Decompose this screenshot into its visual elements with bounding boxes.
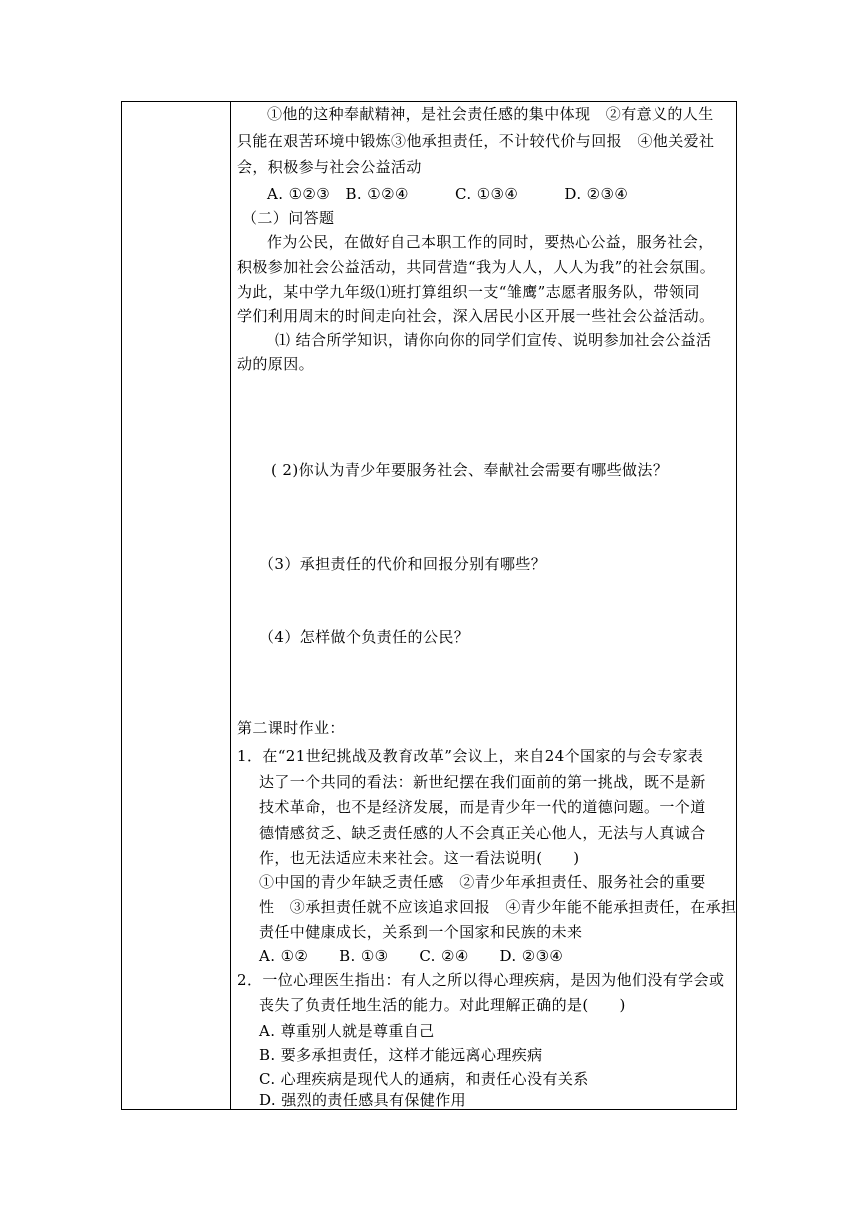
question-3: （3）承担责任的代价和回报分别有哪些？ xyxy=(259,555,547,573)
prev-question-line1: ①他的这种奉献精神，是社会责任感的集中体现 ②有意义的人生 xyxy=(267,105,714,123)
intro-paragraph-line3: 为此，某中学九年级⑴班打算组织一支“雏鹰”志愿者服务队，带领同 xyxy=(237,283,700,301)
prev-question-options: A. ①②③ B. ①②④ C. ①③④ D. ②③④ xyxy=(267,185,629,203)
homework-item1-line8: 责任中健康成长，关系到一个国家和民族的未来 xyxy=(259,923,583,941)
prev-question-line2: 只能在艰苦环境中锻炼③他承担责任，不计较代价与回报 ④他关爱社 xyxy=(237,132,715,150)
worksheet-table xyxy=(121,101,737,1110)
intro-paragraph-line1: 作为公民，在做好自己本职工作的同时，要热心公益，服务社会， xyxy=(267,233,714,251)
intro-paragraph-line2: 积极参加社会公益活动，共同营造“我为人人，人人为我”的社会氛围。 xyxy=(237,258,716,276)
homework-item2-line1: 2．一位心理医生指出：有人之所以得心理疾病，是因为他们没有学会或 xyxy=(237,971,725,989)
homework-item1-line3: 技术革命，也不是经济发展，而是青少年一代的道德问题。一个道 xyxy=(259,798,706,816)
section-heading: （二）问答题 xyxy=(242,209,335,227)
homework-item1-line4: 德情感贫乏、缺乏责任感的人不会真正关心他人，无法与人真诚合 xyxy=(259,824,706,842)
content-column xyxy=(231,102,736,1109)
homework-item1-line2: 达了一个共同的看法：新世纪摆在我们面前的第一挑战，既不是新 xyxy=(259,773,706,791)
homework-item2-line2: 丧失了负责任地生活的能力。对此理解正确的是( ) xyxy=(259,996,626,1014)
question-4: （4）怎样做个负责任的公民？ xyxy=(259,628,470,646)
left-column xyxy=(122,102,231,1109)
question-1-line1: ⑴ 结合所学知识，请你向你的同学们宣传、说明参加社会公益活 xyxy=(275,331,712,349)
prev-question-line3: 会，积极参与社会公益活动 xyxy=(237,158,422,176)
homework-item2-option-a: A. 尊重别人就是尊重自己 xyxy=(259,1022,435,1040)
intro-paragraph-line4: 学们利用周末的时间走向社会，深入居民小区开展一些社会公益活动。 xyxy=(237,307,715,325)
homework-title: 第二课时作业： xyxy=(237,719,345,737)
homework-item1-line7: 性 ③承担责任就不应该追求回报 ④青少年能不能承担责任，在承担 xyxy=(259,898,737,916)
homework-item1-line6: ①中国的青少年缺乏责任感 ②青少年承担责任、服务社会的重要 xyxy=(259,873,706,891)
homework-item1-line5: 作，也无法适应未来社会。这一看法说明( ) xyxy=(259,849,580,867)
homework-item2-option-b: B. 要多承担责任，这样才能远离心理疾病 xyxy=(259,1046,543,1064)
question-1-line2: 动的原因。 xyxy=(237,355,315,373)
homework-item1-line1: 1．在“21世纪挑战及教育改革”会议上，来自24个国家的与会专家表 xyxy=(237,747,704,765)
question-2: ( 2)你认为青少年要服务社会、奉献社会需要有哪些做法？ xyxy=(271,461,669,479)
homework-item1-options: A. ①② B. ①③ C. ②④ D. ②③④ xyxy=(259,947,564,965)
homework-item2-option-c: C. 心理疾病是现代人的通病，和责任心没有关系 xyxy=(259,1070,589,1088)
homework-item2-option-d: D. 强烈的责任感具有保健作用 xyxy=(259,1091,467,1109)
